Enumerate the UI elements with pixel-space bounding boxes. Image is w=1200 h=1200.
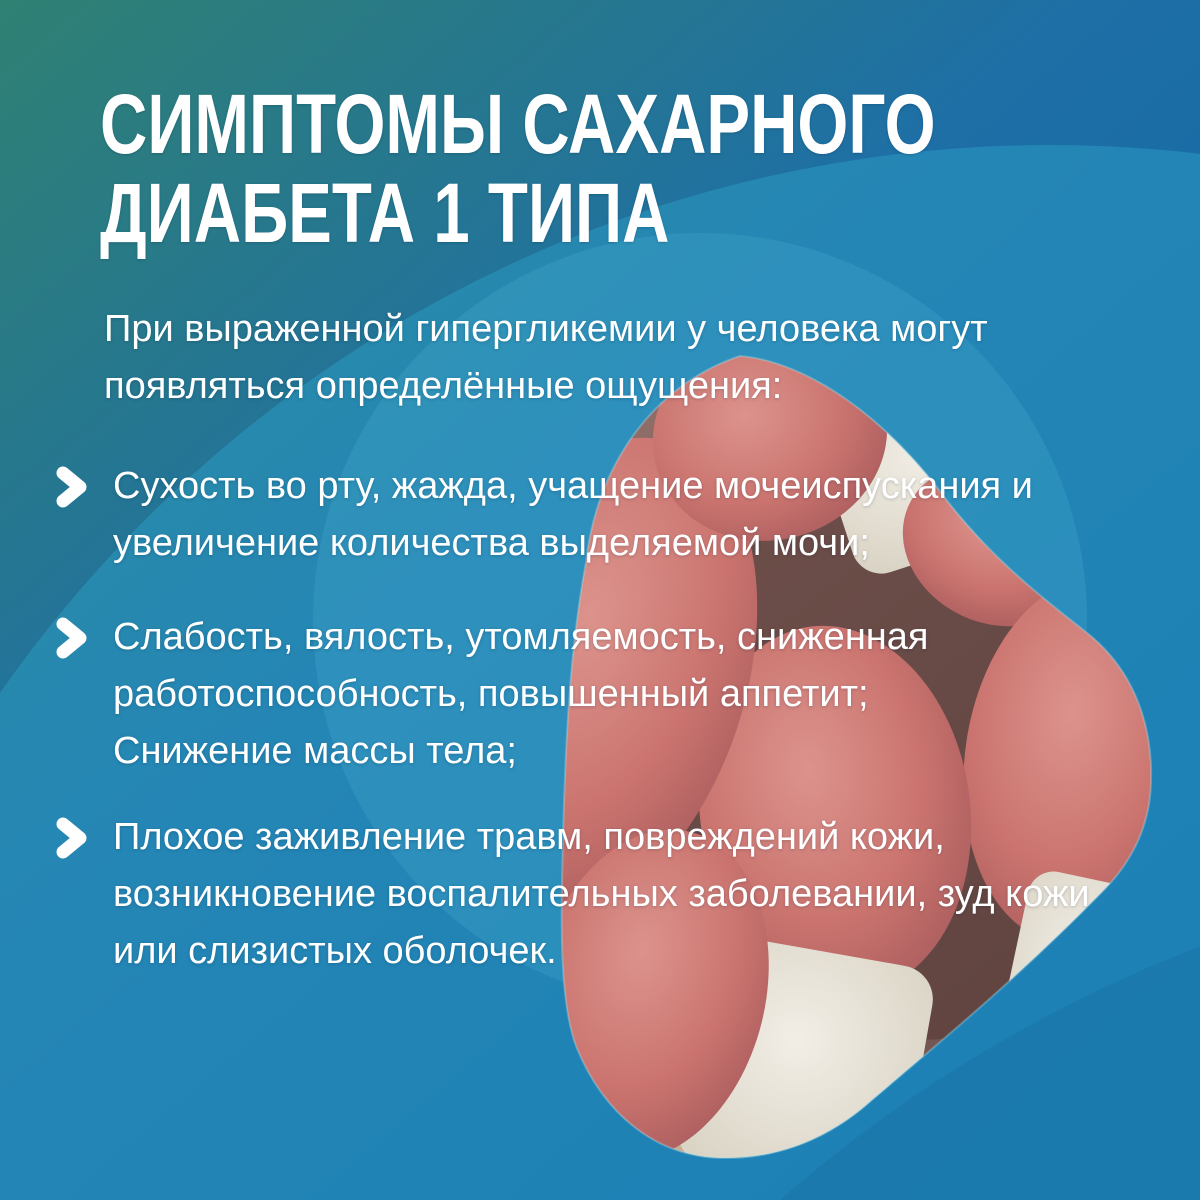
bullet-line: работоспособность, повышенный аппетит;: [113, 673, 869, 715]
bullet-item-weakness: [53, 609, 929, 780]
bullet-item-dry-mouth: [53, 458, 1033, 572]
bullet-line: Плохое заживление травм, повреждений кожи,: [113, 816, 945, 858]
intro-text: [104, 301, 988, 415]
chevron-right-icon: [53, 465, 93, 509]
title-line-1: СИМПТОМЫ САХАРНОГО: [100, 77, 936, 171]
bullet-line: Снижение массы тела;: [113, 730, 517, 772]
bullet-text: [113, 458, 1033, 572]
bullet-line: Сухость во рту, жажда, учащение мочеиспускания и: [113, 465, 1033, 507]
intro-line-2: появляться определённые ощущения:: [104, 365, 783, 407]
bullet-text: [113, 609, 929, 780]
chevron-right-icon: [53, 816, 93, 860]
chevron-right-icon: [53, 616, 93, 660]
bullet-line: Слабость, вялость, утомляемость, сниженная: [113, 616, 929, 658]
bullet-line: или слизистых оболочек.: [113, 930, 557, 972]
bullet-text: [113, 809, 1090, 980]
page-title: [100, 77, 1171, 260]
intro-line-1: При выраженной гипергликемии у человека могут: [104, 308, 988, 350]
bullet-item-healing: [53, 809, 1090, 980]
bullet-line: возникновение воспалительных заболевании, зуд кожи: [113, 873, 1090, 915]
title-line-2: ДИАБЕТА 1 ТИПА: [100, 166, 670, 260]
bullet-line: увеличение количества выделяемой мочи;: [113, 522, 870, 564]
